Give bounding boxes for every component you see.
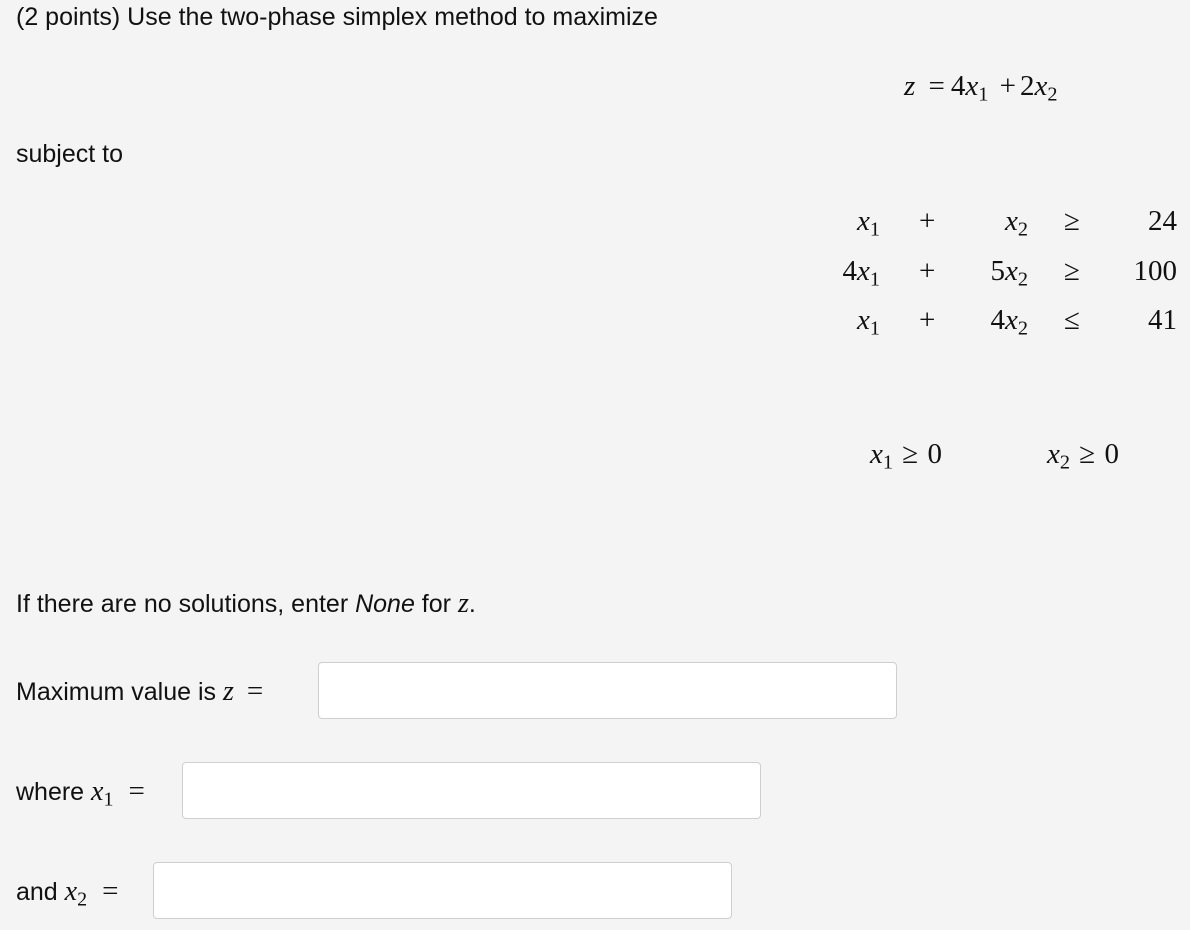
nonneg-x1: $x_1 \ge 0$ (870, 438, 942, 474)
objective-sub2: 2 (1047, 83, 1058, 106)
x1-input[interactable] (182, 762, 761, 819)
constraint-3-relation: ≤ (1064, 304, 1080, 336)
objective-var2: x (1034, 70, 1048, 102)
constraint-2-term2: $5x_2$ (990, 255, 1028, 291)
max-value-label: Maximum value is z = (16, 675, 264, 707)
points-label: (2 points) (16, 3, 121, 31)
constraint-3-plus: + (919, 304, 936, 336)
x2-label: and $x_2$ = (16, 875, 119, 911)
max-value-input[interactable] (318, 662, 897, 719)
constraint-1-plus: + (919, 205, 936, 237)
objective-function (904, 70, 1058, 106)
objective-equals: = (928, 70, 945, 102)
objective-plus: + (999, 70, 1017, 102)
constraint-1-term2: $x_2$ (1004, 205, 1028, 241)
x2-input[interactable] (153, 862, 732, 919)
constraint-1-term1: $x_1$ (856, 205, 880, 241)
constraint-2-term1: $4x_1$ (842, 255, 880, 291)
instruction-text: Use the two-phase simplex method to maximize (127, 3, 658, 31)
x1-label: where $x_1$ = (16, 775, 145, 811)
constraint-2-relation: ≥ (1064, 255, 1080, 287)
constraint-2-plus: + (919, 255, 936, 287)
constraint-3-rhs: 41 (1148, 304, 1177, 336)
problem-header (16, 5, 658, 30)
constraint-3-term2: $4x_2$ (990, 304, 1028, 340)
constraint-1-relation: ≥ (1064, 205, 1080, 237)
constraint-2-rhs: 100 (1133, 255, 1177, 287)
none-keyword: None (355, 590, 415, 618)
subject-to-label: subject to (16, 140, 124, 168)
no-solution-note: If there are no solutions, enter None for z. (16, 588, 476, 619)
nonneg-x2: $x_2 \ge 0$ (1047, 438, 1119, 474)
objective-coef1: 4 (950, 70, 966, 102)
objective-var1: x (965, 70, 979, 102)
objective-lhs: z (904, 70, 916, 102)
objective-coef2: 2 (1020, 70, 1035, 102)
constraint-3-term1: $x_1$ (856, 304, 880, 340)
constraint-1-rhs: 24 (1148, 205, 1177, 237)
objective-sub1: 1 (978, 83, 989, 106)
